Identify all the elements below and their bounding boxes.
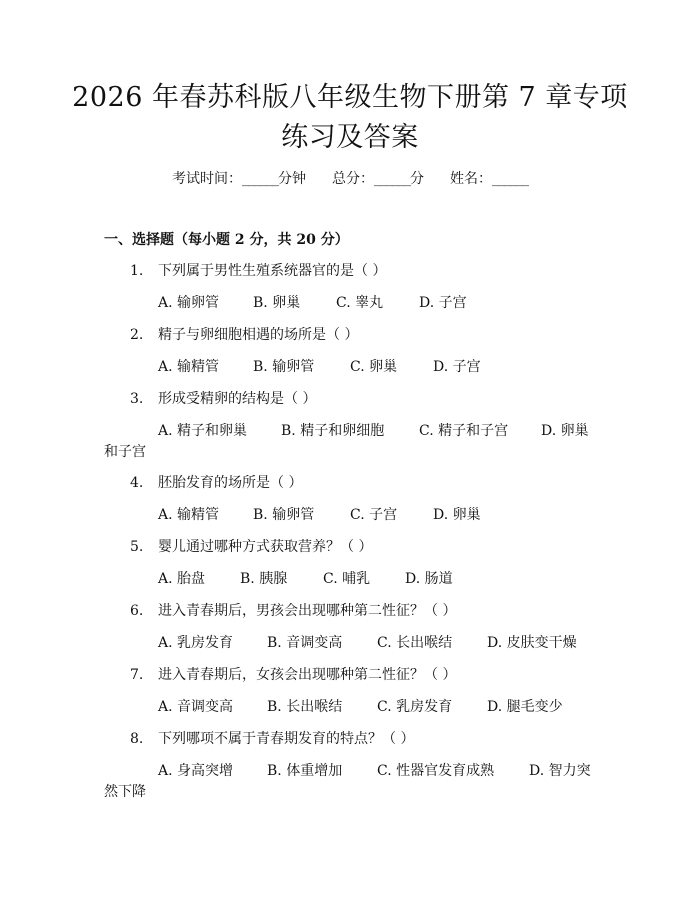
- option-c: C. 卵巢: [350, 359, 398, 375]
- question-options: [158, 633, 577, 653]
- option-d: D. 卵巢: [541, 423, 589, 439]
- option-b: B. 输卵管: [253, 359, 315, 375]
- question: [130, 537, 372, 557]
- question-number: 2.: [130, 327, 144, 343]
- name-blank: ______: [492, 171, 528, 187]
- question: [130, 389, 316, 409]
- title-line-2: 练习及答案: [281, 122, 419, 153]
- option-b: B. 精子和卵细胞: [281, 423, 385, 439]
- option-c: C. 睾丸: [336, 295, 384, 311]
- question-number: 4.: [130, 475, 144, 491]
- option-a: A. 身高突增: [158, 763, 234, 779]
- section-title: 一、选择题（每小题 2 分，共 20 分）: [104, 232, 349, 248]
- option-a: A. 输精管: [158, 359, 220, 375]
- option-d: D. 智力突: [529, 763, 591, 779]
- question: [130, 473, 302, 493]
- question-text: 婴儿通过哪种方式获取营养？（ ）: [158, 539, 373, 555]
- title-line-1: 2026 年春苏科版八年级生物下册第 7 章专项: [72, 82, 628, 113]
- question-text: 下列属于男性生殖系统器官的是（ ）: [158, 263, 387, 279]
- question-options: [158, 697, 563, 717]
- option-b: B. 长出喉结: [267, 699, 343, 715]
- score-unit: 分: [410, 171, 424, 187]
- option-d: D. 卵巢: [433, 507, 481, 523]
- option-a: A. 胎盘: [158, 571, 206, 587]
- time-label: 考试时间：: [172, 171, 242, 187]
- option-c: C. 长出喉结: [377, 635, 453, 651]
- score-label: 总分：: [332, 171, 374, 187]
- option-a: A. 音调变高: [158, 699, 234, 715]
- exam-meta: [0, 169, 700, 189]
- question-text: 进入青春期后，女孩会出现哪种第二性征？（ ）: [158, 667, 457, 683]
- option-d: D. 子宫: [419, 295, 467, 311]
- option-wrap: 和子宫: [104, 444, 146, 460]
- question: [130, 261, 386, 281]
- option-c: C. 性器官发育成熟: [377, 763, 495, 779]
- name-label: 姓名：: [450, 171, 492, 187]
- option-c: C. 哺乳: [323, 571, 371, 587]
- option-a: A. 输卵管: [158, 295, 220, 311]
- question-options: [158, 293, 467, 313]
- question-text: 形成受精卵的结构是（ ）: [158, 391, 317, 407]
- question-text: 进入青春期后，男孩会出现哪种第二性征？（ ）: [158, 603, 457, 619]
- question: [130, 325, 358, 345]
- question: [130, 665, 456, 685]
- option-wrap: 然下降: [104, 784, 146, 800]
- option-a: A. 乳房发育: [158, 635, 234, 651]
- option-b: B. 卵巢: [253, 295, 301, 311]
- option-c: C. 子宫: [350, 507, 398, 523]
- score-blank: ______: [374, 171, 410, 187]
- question-options: [158, 505, 481, 525]
- question-number: 8.: [130, 731, 144, 747]
- option-c: C. 精子和子宫: [419, 423, 509, 439]
- option-a: A. 精子和卵巢: [158, 423, 248, 439]
- question-number: 7.: [130, 667, 144, 683]
- question-text: 胚胎发育的场所是（ ）: [158, 475, 303, 491]
- option-b: B. 体重增加: [267, 763, 343, 779]
- question-text: 下列哪项不属于青春期发育的特点？（ ）: [158, 731, 415, 747]
- question-options: [158, 569, 453, 589]
- question-number: 6.: [130, 603, 144, 619]
- question: [130, 601, 456, 621]
- question-number: 5.: [130, 539, 144, 555]
- option-a: A. 输精管: [158, 507, 220, 523]
- option-d: D. 腿毛变少: [487, 699, 563, 715]
- option-b: B. 音调变高: [267, 635, 343, 651]
- question-number: 3.: [130, 391, 144, 407]
- time-unit: 分钟: [278, 171, 306, 187]
- question-number: 1.: [130, 263, 144, 279]
- question-options: [158, 761, 591, 781]
- option-d: D. 皮肤变干燥: [487, 635, 577, 651]
- option-b: B. 输卵管: [253, 507, 315, 523]
- option-d: D. 子宫: [433, 359, 481, 375]
- question-options: [158, 357, 481, 377]
- option-c: C. 乳房发育: [377, 699, 453, 715]
- question-options: [158, 421, 589, 441]
- question-text: 精子与卵细胞相遇的场所是（ ）: [158, 327, 359, 343]
- option-d: D. 肠道: [405, 571, 453, 587]
- time-blank: ______: [242, 171, 278, 187]
- option-b: B. 胰腺: [240, 571, 288, 587]
- question: [130, 729, 414, 749]
